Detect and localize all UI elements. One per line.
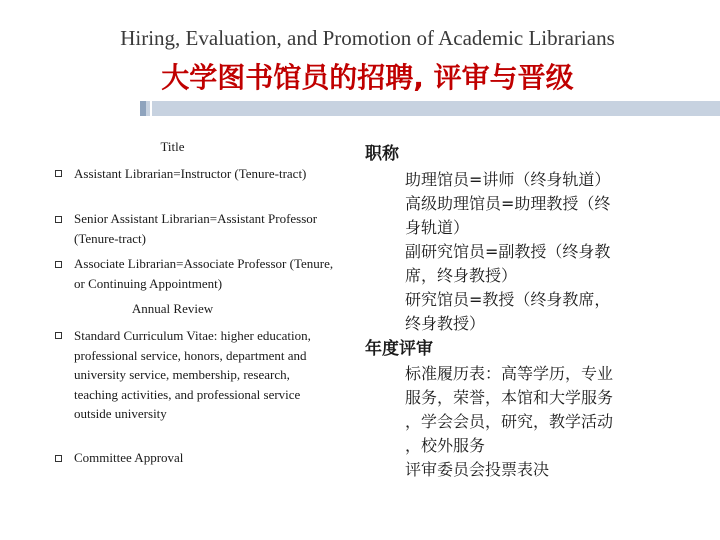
square-bullet-icon <box>55 216 62 223</box>
zh-text-line: ，学会会员，研究，教学活动 <box>405 412 614 431</box>
zh-text-line: 席，终身教授） <box>405 266 518 285</box>
zh-text-line: 副研究馆员=副教授（终身教 <box>405 242 611 261</box>
zh-review-heading: 年度评审 <box>365 339 433 359</box>
list-item: Assistant Librarian=Instructor (Tenure-tract) <box>74 166 307 181</box>
slide-title-en: Hiring, Evaluation, and Promotion of Academic Librarians <box>120 26 615 50</box>
square-bullet-icon <box>55 455 62 462</box>
english-column <box>0 0 345 540</box>
zh-text-line: 助理馆员=讲师（终身轨道） <box>405 170 611 189</box>
title-heading: Title <box>160 139 185 154</box>
zh-text-line: 高级助理馆员=助理教授（终 <box>405 194 611 213</box>
square-bullet-icon <box>55 170 62 177</box>
list-item: Standard Curriculum Vitae: higher education, professional service, honors, department and university service, membership, research, teaching activities, and professional service outside university <box>74 328 311 421</box>
zh-text-line: 评审委员会投票表决 <box>405 460 550 479</box>
zh-text-line: 服务，荣誉，本馆和大学服务 <box>405 388 614 407</box>
annual-review-heading: Annual Review <box>131 301 214 316</box>
zh-text-line: 终身教授） <box>405 314 486 333</box>
list-item: Associate Librarian=Associate Professor (Tenure, or Continuing Appointment) <box>74 256 334 291</box>
zh-text-line: 研究馆员=教授（终身教席， <box>405 290 611 309</box>
slide-title-zh: 大学图书馆员的招聘, 评审与晋级 <box>161 61 574 94</box>
square-bullet-icon <box>55 261 62 268</box>
list-item: Committee Approval <box>74 450 184 465</box>
list-item: Senior Assistant Librarian=Assistant Professor (Tenure-tract) <box>74 211 318 246</box>
zh-text-line: 身轨道） <box>405 218 470 237</box>
zh-text-line: 标准履历表：高等学历，专业 <box>405 364 614 383</box>
zh-title-heading: 职称 <box>365 144 399 164</box>
zh-text-line: ，校外服务 <box>405 436 486 455</box>
square-bullet-icon <box>55 332 62 339</box>
